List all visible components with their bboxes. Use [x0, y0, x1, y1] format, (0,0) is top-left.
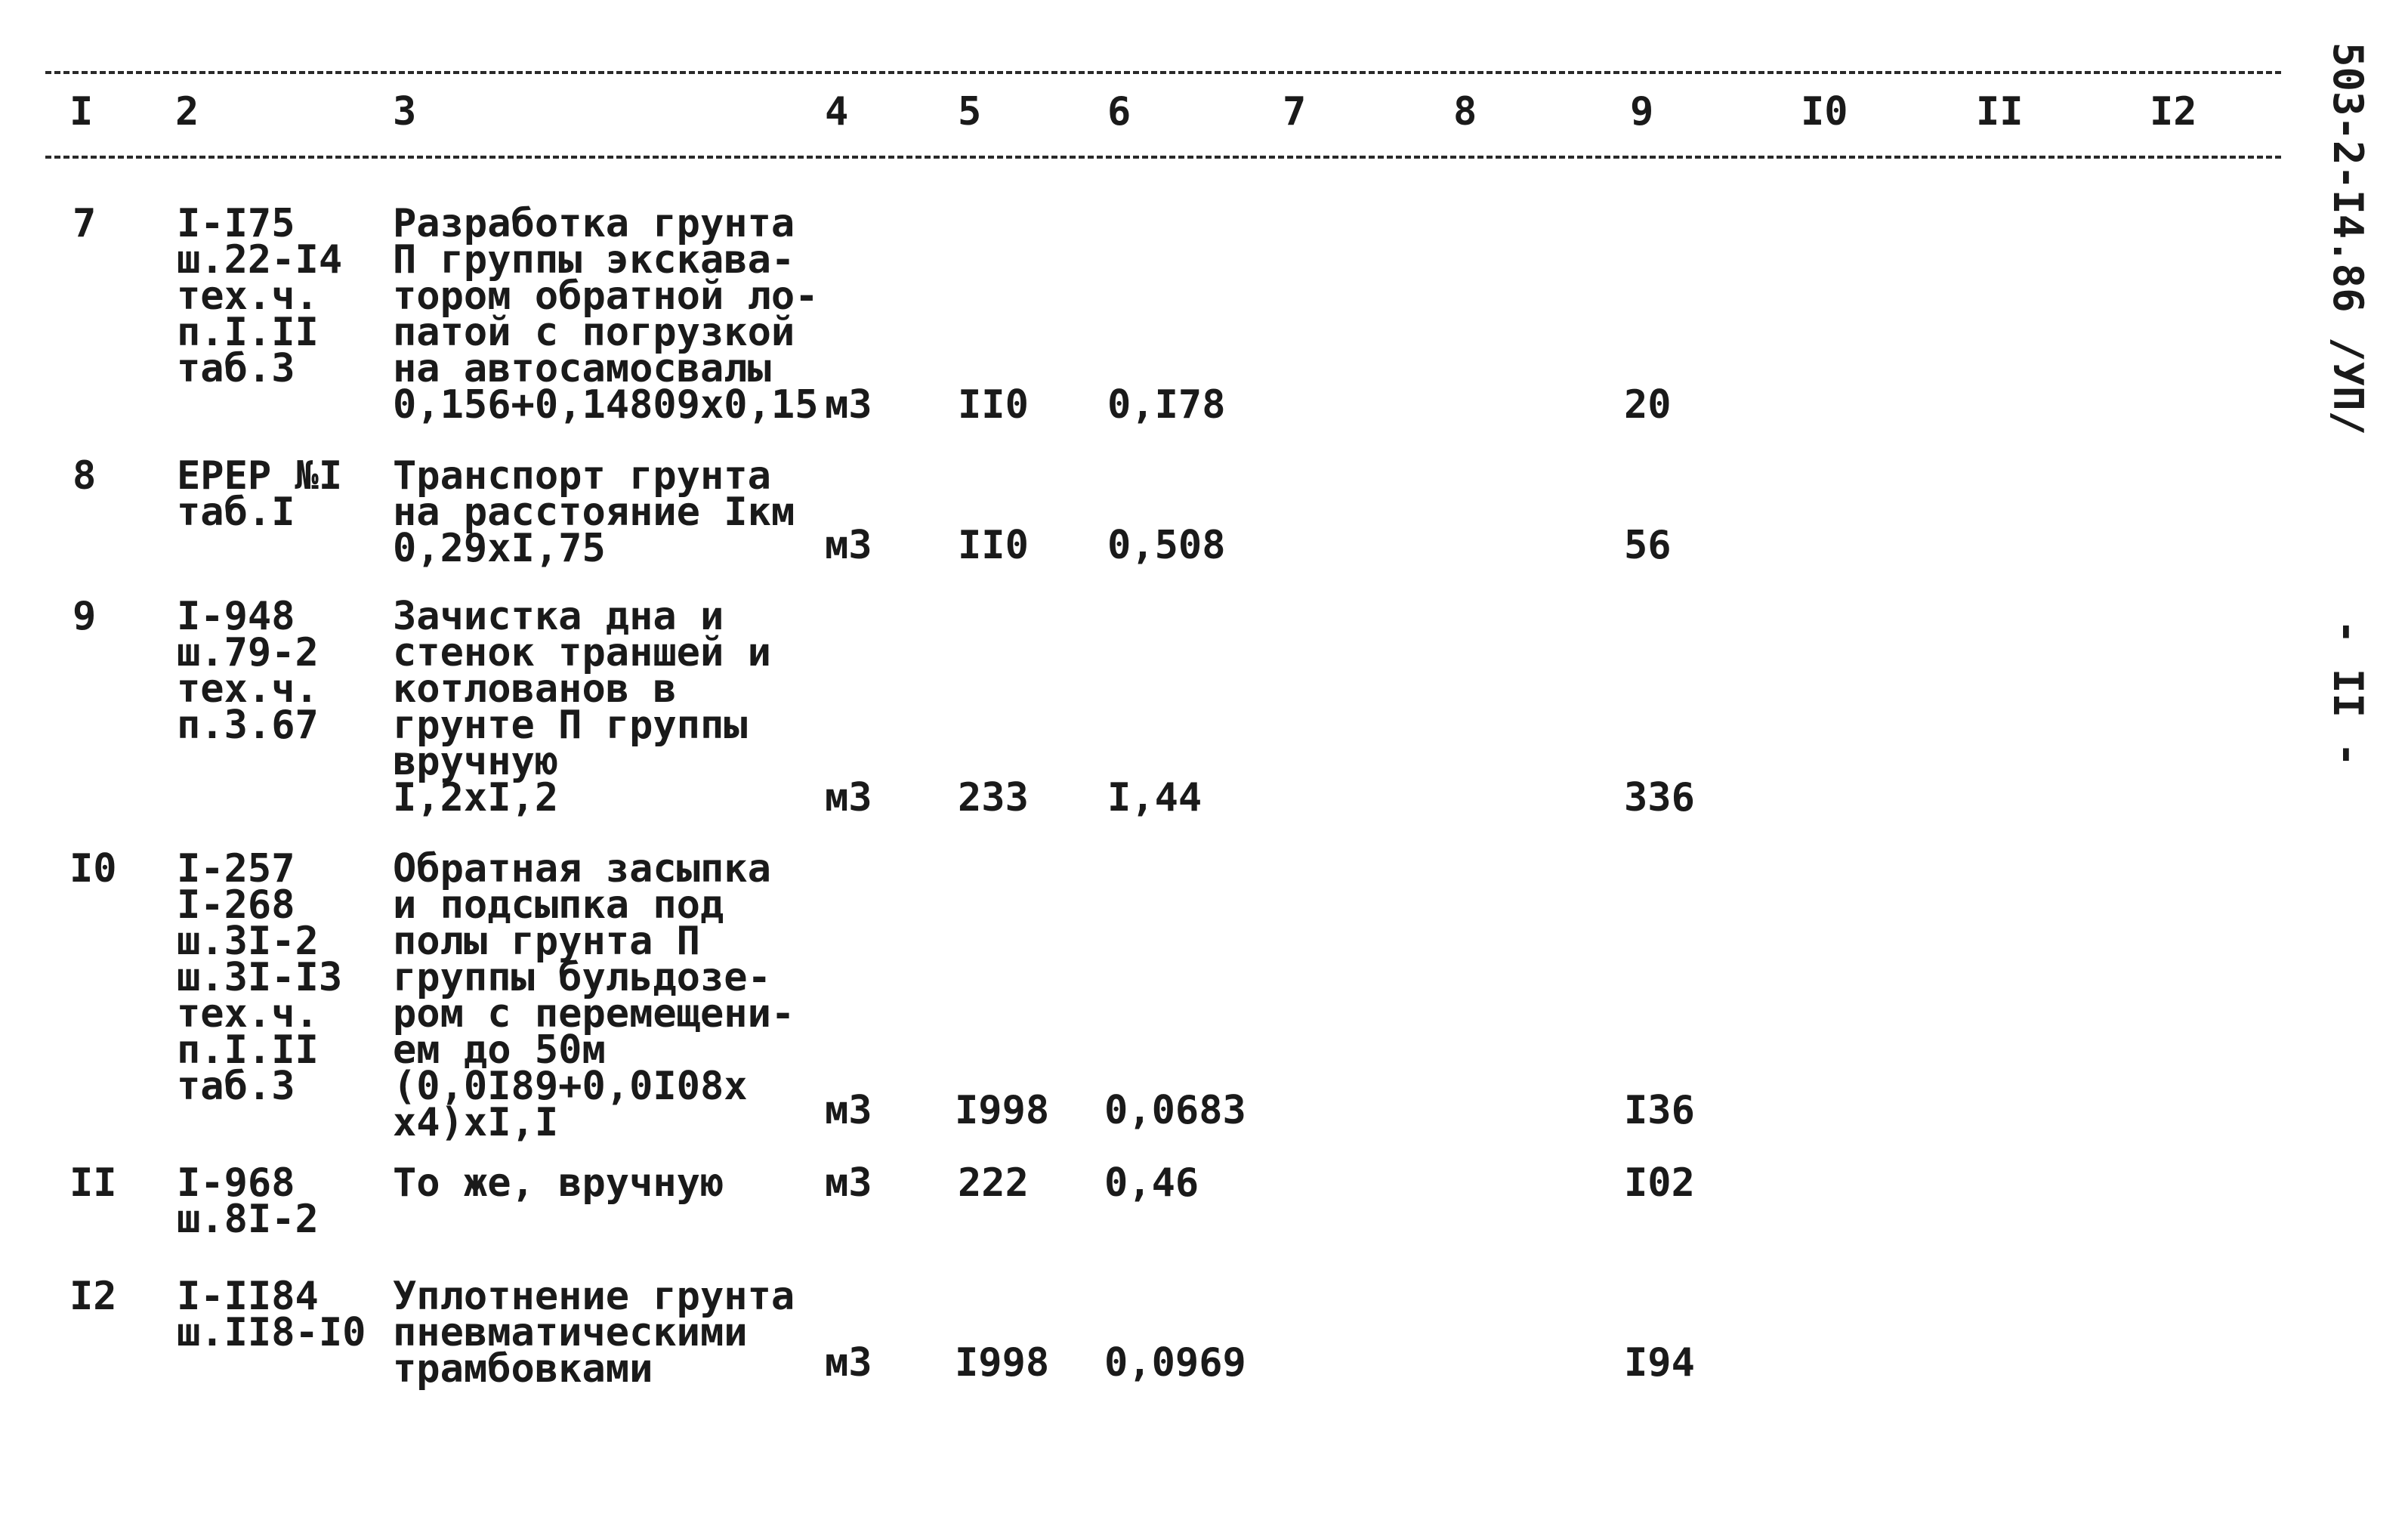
row-number: II — [69, 1160, 117, 1206]
header-col-3: 3 — [393, 89, 417, 134]
row-number: I2 — [69, 1274, 117, 1319]
row-description: Уплотнение грунта пневматическими трамбовками — [393, 1274, 795, 1392]
row-total: I94 — [1624, 1340, 1695, 1386]
row-norm: 0,508 — [1107, 523, 1226, 568]
row-description: То же, вручную — [393, 1160, 724, 1206]
row-number: 8 — [73, 453, 97, 499]
row-code: I-948 ш.79-2 тех.ч. п.3.67 — [177, 594, 319, 748]
row-unit: м3 — [825, 523, 872, 568]
row-quantity: 233 — [958, 775, 1029, 820]
header-col-9: 9 — [1630, 89, 1654, 134]
row-unit: м3 — [825, 1340, 872, 1386]
row-code: I-968 ш.8I-2 — [177, 1160, 319, 1242]
row-total: I36 — [1624, 1088, 1695, 1133]
row-number: 9 — [73, 594, 97, 639]
header-rule-bottom — [45, 156, 2281, 159]
header-col-10: I0 — [1801, 89, 1848, 134]
row-quantity: 222 — [958, 1160, 1029, 1206]
row-code: ЕРЕР №I таб.I — [177, 453, 343, 535]
header-col-2: 2 — [175, 89, 199, 134]
row-norm: I,44 — [1107, 775, 1202, 820]
header-col-1: I — [69, 89, 94, 134]
header-col-5: 5 — [958, 89, 982, 134]
header-col-12: I2 — [2150, 89, 2197, 134]
row-total: 56 — [1624, 523, 1672, 568]
row-norm: 0,46 — [1104, 1160, 1199, 1206]
page-number: - II - — [2324, 619, 2372, 768]
row-norm: 0,I78 — [1107, 382, 1226, 428]
header-col-8: 8 — [1453, 89, 1477, 134]
row-unit: м3 — [825, 1160, 872, 1206]
row-total: I02 — [1624, 1160, 1695, 1206]
row-norm: 0,0969 — [1104, 1340, 1246, 1386]
header-col-4: 4 — [825, 89, 849, 134]
header-rule-top — [45, 71, 2281, 74]
row-code: I-II84 ш.II8-I0 — [177, 1274, 366, 1355]
row-total: 336 — [1624, 775, 1695, 820]
row-code: I-I75 ш.22-I4 тех.ч. п.I.II таб.3 — [177, 201, 343, 391]
row-unit: м3 — [825, 775, 872, 820]
row-norm: 0,0683 — [1104, 1088, 1246, 1133]
document-code: 503-2-I4.86 /УП/ — [2324, 42, 2372, 436]
row-quantity: II0 — [958, 382, 1029, 428]
row-unit: м3 — [825, 382, 872, 428]
row-description: Транспорт грунта на расстояние Iкм 0,29хI,75 — [393, 453, 795, 571]
row-code: I-257 I-268 ш.3I-2 ш.3I-I3 тех.ч. п.I.II таб.3 — [177, 846, 343, 1109]
row-quantity: II0 — [958, 523, 1029, 568]
row-quantity: I998 — [955, 1340, 1050, 1386]
row-number: 7 — [73, 201, 97, 246]
row-number: I0 — [69, 846, 117, 891]
row-description: Разработка грунта П группы экскава- тором обратной ло- патой с погрузкой на автосамосвалы 0,156+0,14809х0,15 — [393, 201, 819, 428]
row-quantity: I998 — [955, 1088, 1050, 1133]
row-total: 20 — [1624, 382, 1672, 428]
header-col-7: 7 — [1283, 89, 1307, 134]
row-description: Обратная засыпка и подсыпка под полы грунта П группы бульдозе- ром с перемещени- ем до 50м (0,0I89+0,0I08х х4)хI,I — [393, 846, 795, 1145]
row-unit: м3 — [825, 1088, 872, 1133]
header-col-6: 6 — [1107, 89, 1131, 134]
header-col-11: II — [1976, 89, 2024, 134]
row-description: Зачистка дна и стенок траншей и котлованов в грунте П группы вручную I,2хI,2 — [393, 594, 771, 820]
